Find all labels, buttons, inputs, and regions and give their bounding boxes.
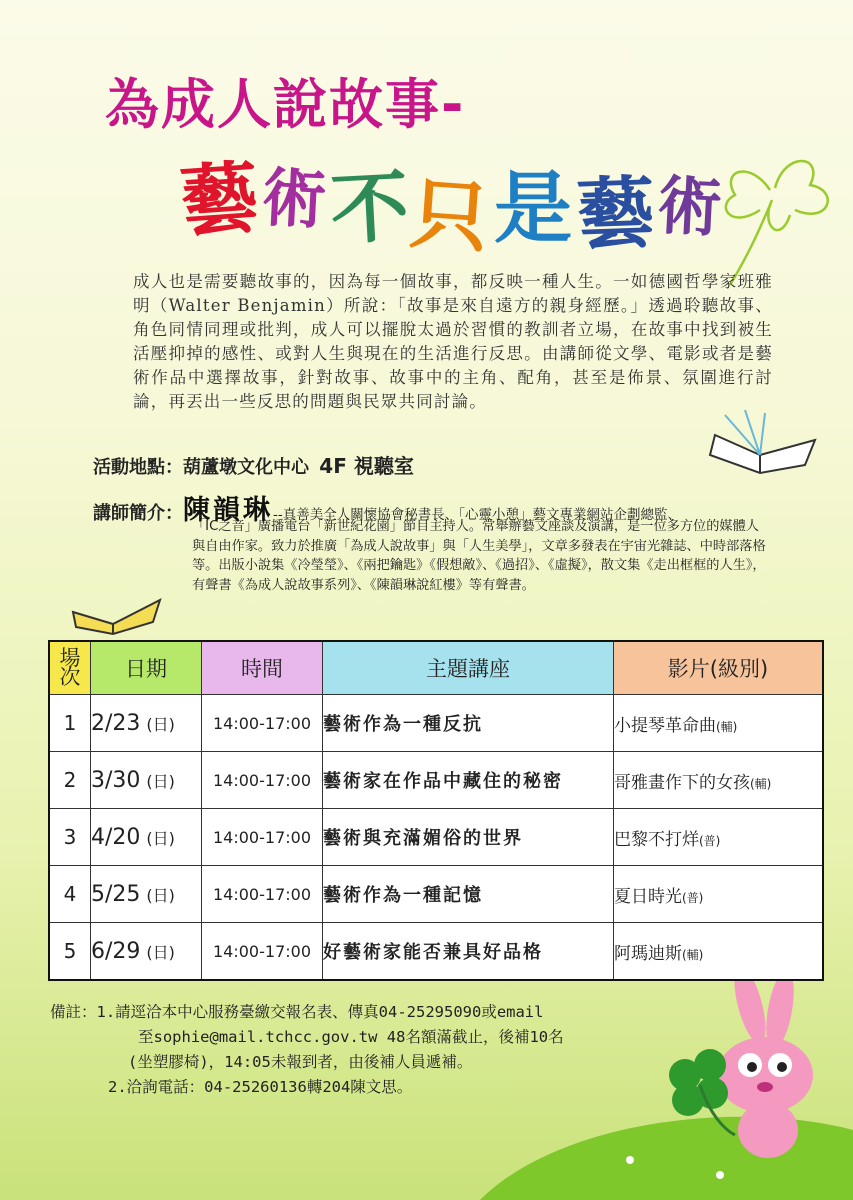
open-book-icon: [705, 405, 825, 475]
lecturer-name: 陳韻琳: [183, 495, 273, 526]
session-topic: 好藝術家能否兼具好品格: [323, 923, 614, 981]
session-number: 2: [49, 752, 91, 809]
film-rating: (輔): [682, 947, 704, 962]
film-rating: (普): [699, 833, 721, 848]
subtitle-char: 是: [494, 164, 577, 254]
film-title: 小提琴革命曲: [614, 715, 716, 736]
small-book-icon: [68, 592, 168, 637]
film-title: 巴黎不打烊: [614, 829, 699, 850]
session-time: 14:00-17:00: [202, 809, 323, 866]
session-date: [91, 923, 202, 981]
note-line: 至sophie@mail.tchcc.gov.tw 48名額滿截止，後補10名: [138, 1028, 564, 1046]
session-film: [614, 752, 824, 809]
table-row: [49, 923, 823, 981]
note-line: 備註：1.請逕洽本中心服務臺繳交報名表、傳真04-25295090或email: [50, 1003, 544, 1021]
film-rating: (輔): [716, 719, 738, 734]
weekday: (日): [146, 942, 175, 962]
session-date: [91, 695, 202, 752]
weekday: (日): [146, 828, 175, 848]
date-value: 6/29: [91, 938, 141, 964]
intro-paragraph: 成人也是需要聽故事的，因為每一個故事，都反映一種人生。一如德國哲學家班雅明（Walter Benjamin）所說：「故事是來自遠方的親身經歷。」透過聆聽故事、角色同情同理或批判，成人可以擺脫太過於習慣的教訓者立場，在故事中找到被生活壓抑掉的感性、或對人生與現在的生活進行反思。由講師從文學、電影或者是藝術作品中選擇故事，針對故事、故事中的主角、配角，甚至是佈景、氛圍進行討論，再丟出一些反思的問題與民眾共同討論。: [133, 272, 773, 411]
session-topic: 藝術作為一種記憶: [323, 866, 614, 923]
weekday: (日): [146, 714, 175, 734]
lecturer-bio: 「IC之音」廣播電台「新世紀花園」節目主持人。常舉辦藝文座談及演講，是一位多方位的媒體人與自由作家。致力於推廣「為成人說故事」與「人生美學」，文章多發表在宇宙光雜誌、中時部落格等。出版小說集《冷瑩瑩》、《兩把鑰匙》《假想敵》、《過招》、《虛擬》，散文集《走出框框的人生》，有聲書《為成人說故事系列》、《陳韻琳說紅樓》等有聲書。: [192, 519, 766, 593]
film-title: 夏日時光: [614, 886, 682, 907]
subtitle: [177, 138, 728, 265]
film-rating: (普): [682, 890, 704, 905]
session-time: 14:00-17:00: [202, 695, 323, 752]
film-rating: (輔): [750, 776, 772, 791]
lecturer-title: --真善美全人關懷協會秘書長、「心靈小憩」藝文專業網站企劃總監、: [273, 507, 681, 523]
session-time: 14:00-17:00: [202, 752, 323, 809]
film-title: 阿瑪迪斯: [614, 943, 682, 964]
session-number: 1: [49, 695, 91, 752]
subtitle-char: 藝: [575, 168, 661, 262]
subtitle-char: 不: [328, 161, 416, 257]
weekday: (日): [146, 885, 175, 905]
venue-info: [93, 450, 414, 479]
session-topic: 藝術與充滿媚俗的世界: [323, 809, 614, 866]
session-number: 4: [49, 866, 91, 923]
session-film: [614, 809, 824, 866]
note-line: 2.洽詢電話：04-25260136轉204陳文思。: [108, 1078, 413, 1096]
session-film: [614, 923, 824, 981]
date-value: 2/23: [91, 710, 141, 736]
lecturer-label: 講師簡介：: [93, 503, 183, 524]
session-film: [614, 695, 824, 752]
main-title: 為成人說故事-: [105, 73, 466, 136]
session-topic: 藝術家在作品中藏住的秘密: [323, 752, 614, 809]
date-value: 4/20: [91, 824, 141, 850]
subtitle-char: 只: [407, 169, 496, 265]
table-row: [49, 809, 823, 866]
subtitle-char: 術: [655, 169, 728, 247]
session-time: 14:00-17:00: [202, 866, 323, 923]
header-time: 時間: [202, 641, 323, 695]
venue-place: 葫蘆墩文化中心: [183, 457, 309, 478]
subtitle-char: 藝: [177, 153, 266, 249]
film-title: 哥雅畫作下的女孩: [614, 772, 750, 793]
session-date: [91, 866, 202, 923]
header-date: 日期: [91, 641, 202, 695]
session-number: 5: [49, 923, 91, 981]
weekday: (日): [146, 771, 175, 791]
table-row: [49, 752, 823, 809]
session-film: [614, 866, 824, 923]
session-date: [91, 809, 202, 866]
session-topic: 藝術作為一種反抗: [323, 695, 614, 752]
subtitle-char: 術: [260, 161, 332, 239]
date-value: 5/25: [91, 881, 141, 907]
date-value: 3/30: [91, 767, 141, 793]
header-film: 影片(級別): [614, 641, 824, 695]
venue-hall: 4F 視聽室: [319, 454, 414, 478]
notes-section: [50, 1000, 730, 1100]
venue-label: 活動地點：: [93, 457, 183, 478]
table-row: [49, 695, 823, 752]
schedule-table: [48, 640, 824, 981]
session-date: [91, 752, 202, 809]
session-number: 3: [49, 809, 91, 866]
table-header-row: [49, 641, 823, 695]
header-session: 場次: [49, 641, 91, 695]
session-time: 14:00-17:00: [202, 923, 323, 981]
note-line: (坐塑膠椅)，14:05未報到者，由後補人員遞補。: [128, 1053, 473, 1071]
header-topic: 主題講座: [323, 641, 614, 695]
table-row: [49, 866, 823, 923]
